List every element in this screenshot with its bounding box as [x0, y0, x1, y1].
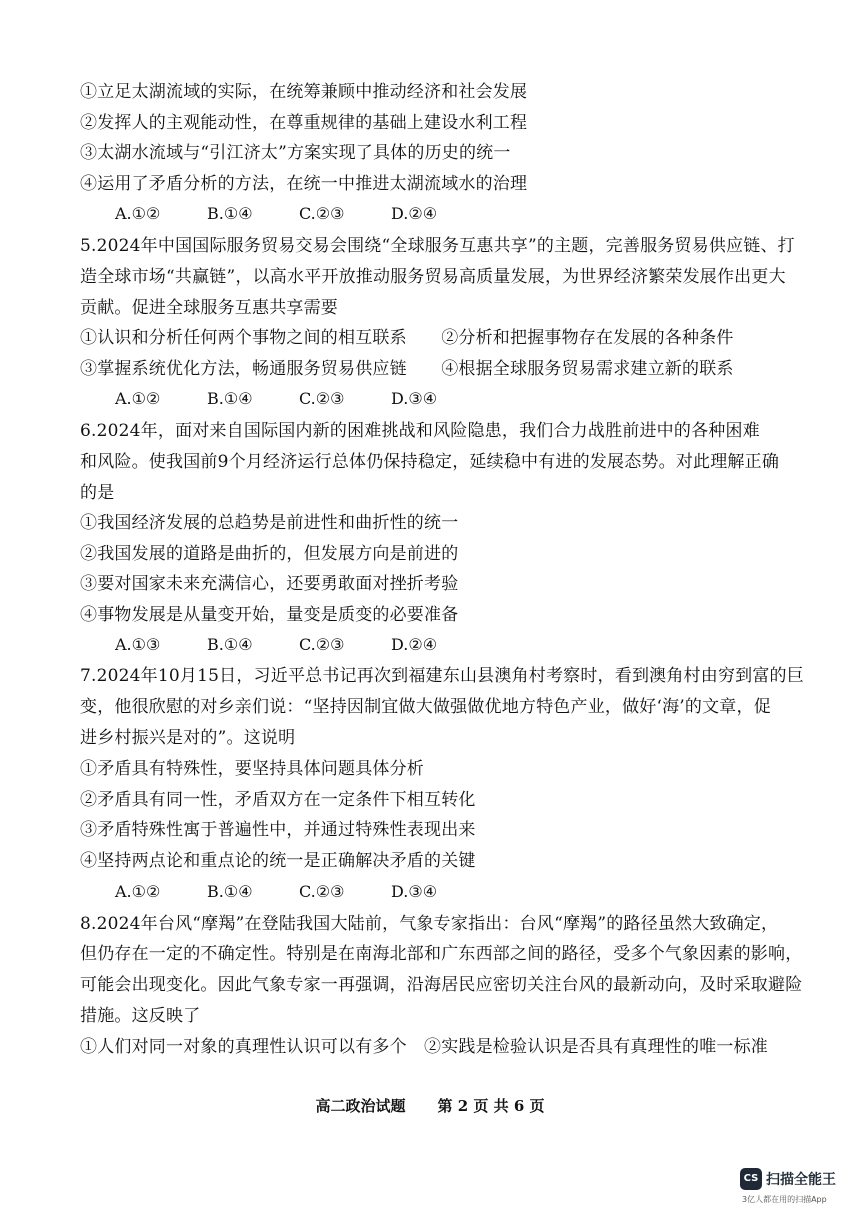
statement-line: ②矛盾具有同一性，矛盾双方在一定条件下相互转化 [80, 790, 476, 810]
option-b[interactable]: B.①④ [207, 204, 253, 223]
statement-line: ①人们对同一对象的真理性认识可以有多个 ②实践是检验认识是否具有真理性的唯一标准 [80, 1037, 768, 1057]
answer-options-q6 [115, 634, 437, 656]
question-7-text: 变，他很欣慰的对乡亲们说：“坚持因制宜做大做强做优地方特色产业，做好‘海’的文章，促 [80, 697, 771, 717]
option-c[interactable]: C.②③ [299, 882, 345, 901]
statement-line: ①立足太湖流域的实际，在统筹兼顾中推动经济和社会发展 [80, 82, 528, 102]
question-5-text: 造全球市场“共赢链”，以高水平开放推动服务贸易高质量发展，为世界经济繁荣发展作出更大 [80, 267, 786, 287]
statement-line: ④坚持两点论和重点论的统一是正确解决矛盾的关键 [80, 851, 476, 871]
option-b[interactable]: B.①④ [207, 635, 253, 654]
question-8-text: 可能会出现变化。因此气象专家一再强调，沿海居民应密切关注台风的最新动向，及时采取避险 [80, 975, 803, 995]
footer-page-number: 第 2 页 共 6 页 [437, 1097, 545, 1115]
footer-subject: 高二政治试题 [315, 1097, 406, 1115]
question-6-text: 和风险。使我国前9个月经济运行总体仍保持稳定，延续稳中有进的发展态势。对此理解正确 [80, 452, 780, 472]
question-8-text: 8.2024年台风“摩羯”在登陆我国大陆前，气象专家指出：台风“摩羯”的路径虽然大致确定， [80, 914, 779, 934]
statement-line: ③要对国家未来充满信心，还要勇敢面对挫折考验 [80, 574, 459, 594]
option-a[interactable]: A.①② [115, 389, 161, 408]
question-7-text: 7.2024年10月15日，习近平总书记再次到福建东山县澳角村考察时，看到澳角村由穷到富的巨 [80, 666, 804, 686]
watermark-name: 扫描全能王 [766, 1172, 836, 1188]
option-c[interactable]: C.②③ [299, 635, 345, 654]
option-c[interactable]: C.②③ [299, 389, 345, 408]
scanner-watermark [740, 1168, 850, 1208]
statement-line: ①我国经济发展的总趋势是前进性和曲折性的统一 [80, 513, 459, 533]
question-6-text: 6.2024年，面对来自国际国内新的困难挑战和风险隐患，我们合力战胜前进中的各种困难 [80, 421, 760, 441]
camscanner-logo-icon: CS [740, 1168, 762, 1190]
statement-line: ③矛盾特殊性寓于普遍性中，并通过特殊性表现出来 [80, 820, 476, 840]
option-d[interactable]: D.②④ [391, 204, 438, 223]
option-b[interactable]: B.①④ [207, 882, 253, 901]
statement-line: ③掌握系统优化方法，畅通服务贸易供应链 ④根据全球服务贸易需求建立新的联系 [80, 359, 734, 379]
option-d[interactable]: D.③④ [391, 882, 438, 901]
option-d[interactable]: D.②④ [391, 635, 438, 654]
option-b[interactable]: B.①④ [207, 389, 253, 408]
question-7-text: 进乡村振兴是对的”。这说明 [80, 728, 296, 748]
answer-options-q5 [115, 388, 437, 410]
question-6-text: 的是 [80, 483, 115, 503]
statement-line: ①认识和分析任何两个事物之间的相互联系 ②分析和把握事物存在发展的各种条件 [80, 328, 734, 348]
statement-line: ④运用了矛盾分析的方法，在统一中推进太湖流域水的治理 [80, 174, 528, 194]
statement-line: ②我国发展的道路是曲折的，但发展方向是前进的 [80, 544, 459, 564]
statement-line: ①矛盾具有特殊性，要坚持具体问题具体分析 [80, 759, 424, 779]
option-d[interactable]: D.③④ [391, 389, 438, 408]
option-c[interactable]: C.②③ [299, 204, 345, 223]
answer-options-q7 [115, 881, 437, 903]
option-a[interactable]: A.①② [115, 882, 161, 901]
statement-line: ②发挥人的主观能动性，在尊重规律的基础上建设水利工程 [80, 113, 528, 133]
watermark-tagline: 3亿人都在用的扫描App [742, 1195, 827, 1204]
option-a[interactable]: A.①③ [115, 635, 161, 654]
question-8-text: 措施。这反映了 [80, 1006, 201, 1026]
statement-line: ④事物发展是从量变开始，量变是质变的必要准备 [80, 605, 459, 625]
question-8-text: 但仍存在一定的不确定性。特别是在南海北部和广东西部之间的路径，受多个气象因素的影响， [80, 944, 803, 964]
statement-line: ③太湖水流域与“引江济太”方案实现了具体的历史的统一 [80, 143, 511, 163]
page-footer [0, 1096, 860, 1116]
question-5-text: 贡献。促进全球服务互惠共享需要 [80, 298, 338, 318]
option-a[interactable]: A.①② [115, 204, 161, 223]
answer-options-q4 [115, 203, 437, 225]
question-5-text: 5.2024年中国国际服务贸易交易会围绕“全球服务互惠共享”的主题，完善服务贸易供应链、打 [80, 236, 795, 256]
